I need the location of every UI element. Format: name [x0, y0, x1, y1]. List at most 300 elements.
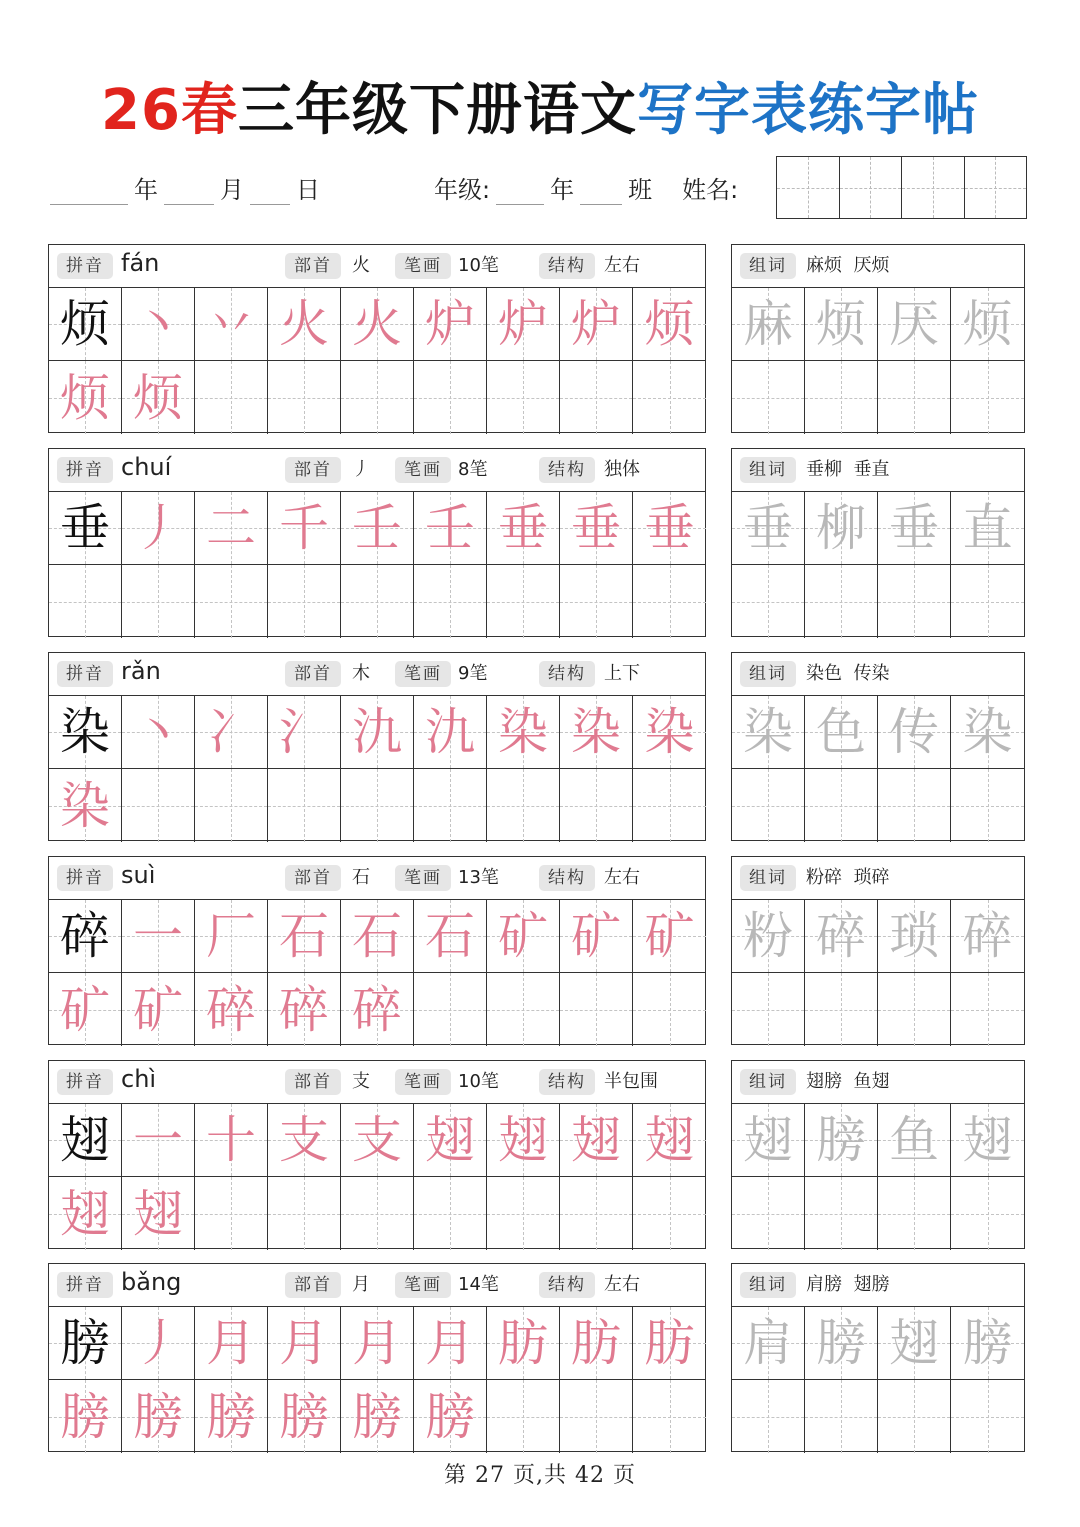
- char-header: [49, 1264, 705, 1307]
- word-header: [732, 1264, 1024, 1307]
- stroke-step: 染: [498, 703, 548, 761]
- stroke-cell[interactable]: [122, 973, 195, 1046]
- stroke-cell[interactable]: [560, 769, 633, 842]
- stroke-cell[interactable]: [195, 1307, 268, 1380]
- stroke-cell[interactable]: [341, 973, 414, 1046]
- stroke-cell[interactable]: [633, 1177, 706, 1250]
- stroke-cell[interactable]: [122, 1380, 195, 1453]
- stroke-cell[interactable]: [341, 288, 414, 361]
- stroke-cell[interactable]: [341, 1307, 414, 1380]
- word-cell[interactable]: [732, 769, 805, 842]
- word-trace-char: 膀: [816, 1314, 866, 1372]
- stroke-step: 石: [279, 907, 329, 965]
- stroke-cell[interactable]: [341, 1104, 414, 1177]
- word-cell[interactable]: [805, 288, 878, 361]
- model-char-cell[interactable]: [49, 1104, 122, 1177]
- stroke-step: 烦: [644, 295, 695, 353]
- stroke-cell[interactable]: [487, 1104, 560, 1177]
- word-trace-char: 碎: [816, 907, 866, 965]
- word-cell[interactable]: [805, 565, 878, 638]
- stroke-cell[interactable]: [560, 1104, 633, 1177]
- word-trace-char: 膀: [816, 1111, 866, 1169]
- stroke-cell[interactable]: [122, 900, 195, 973]
- word-cell[interactable]: [732, 361, 805, 434]
- word-cell[interactable]: [732, 565, 805, 638]
- word-trace-char: 色: [816, 703, 866, 761]
- stroke-cell[interactable]: [633, 492, 706, 565]
- stroke-step: 月: [206, 1314, 256, 1372]
- stroke-cell[interactable]: [487, 361, 560, 434]
- word-cell[interactable]: [732, 900, 805, 973]
- word-cell[interactable]: [951, 1307, 1024, 1380]
- stroke-cell[interactable]: [268, 1104, 341, 1177]
- stroke-cell[interactable]: [195, 1380, 268, 1453]
- stroke-cell[interactable]: [560, 565, 633, 638]
- stroke-cell[interactable]: [49, 361, 122, 434]
- radical-value: 石: [352, 867, 370, 888]
- strokes-value: 10笔: [458, 255, 499, 276]
- word-block-4: [731, 856, 1025, 1045]
- stroke-cell[interactable]: [414, 900, 487, 973]
- stroke-step: 石: [425, 907, 475, 965]
- word-trace-char: 翅: [889, 1314, 939, 1372]
- stroke-step: 碎: [352, 980, 402, 1039]
- stroke-cell[interactable]: [49, 1380, 122, 1453]
- class-label: 班: [628, 176, 653, 204]
- structure-tag: 结构: [539, 1069, 595, 1095]
- stroke-step: 炉: [498, 295, 548, 353]
- char-header: [49, 449, 705, 492]
- stroke-step: 月: [425, 1314, 475, 1372]
- radical-value: 火: [352, 255, 370, 276]
- word-grid: [732, 492, 1024, 638]
- word-cell[interactable]: [805, 1177, 878, 1250]
- stroke-cell[interactable]: [195, 492, 268, 565]
- stroke-cell[interactable]: [487, 288, 560, 361]
- stroke-step: 翅: [498, 1111, 548, 1169]
- strokes-tag: 笔画: [395, 865, 451, 891]
- stroke-cell[interactable]: [341, 565, 414, 638]
- word-cell[interactable]: [951, 973, 1024, 1046]
- word-cell[interactable]: [732, 973, 805, 1046]
- word-cell[interactable]: [732, 1177, 805, 1250]
- stroke-cell[interactable]: [122, 1307, 195, 1380]
- stroke-cell[interactable]: [487, 1380, 560, 1453]
- stroke-cell[interactable]: [268, 900, 341, 973]
- word-cell[interactable]: [805, 973, 878, 1046]
- stroke-step: 支: [279, 1111, 329, 1169]
- stroke-cell[interactable]: [487, 973, 560, 1046]
- stroke-step: 月: [352, 1314, 402, 1372]
- stroke-cell[interactable]: [414, 769, 487, 842]
- words-value: 麻烦 厌烦: [806, 255, 890, 276]
- char-header: [49, 1061, 705, 1104]
- stroke-cell[interactable]: [195, 1177, 268, 1250]
- stroke-step: 矿: [644, 907, 695, 965]
- stroke-cell[interactable]: [414, 973, 487, 1046]
- stroke-step: 炉: [571, 295, 621, 353]
- structure-value: 左右: [604, 1274, 640, 1295]
- words-value: 染色 传染: [806, 663, 890, 684]
- stroke-cell[interactable]: [268, 361, 341, 434]
- word-cell[interactable]: [951, 565, 1024, 638]
- title-part-blue: 写字表练字帖: [636, 78, 979, 143]
- stroke-step: 垂: [498, 499, 548, 557]
- stroke-cell[interactable]: [487, 1177, 560, 1250]
- stroke-cell[interactable]: [122, 1177, 195, 1250]
- stroke-step: 肪: [571, 1314, 621, 1372]
- structure-value: 上下: [604, 663, 640, 684]
- stroke-cell[interactable]: [414, 1380, 487, 1453]
- strokes-value: 9笔: [458, 663, 488, 684]
- word-cell[interactable]: [732, 492, 805, 565]
- stroke-cell[interactable]: [195, 696, 268, 769]
- word-trace-char: 翅: [962, 1111, 1013, 1169]
- title-part-black: 三年级下册语文: [237, 78, 637, 143]
- name-box-cell[interactable]: [840, 157, 903, 218]
- stroke-cell[interactable]: [633, 900, 706, 973]
- stroke-cell[interactable]: [341, 769, 414, 842]
- stroke-step: 矿: [60, 980, 110, 1039]
- month-blank[interactable]: [164, 174, 214, 205]
- stroke-cell[interactable]: [341, 900, 414, 973]
- model-char-cell[interactable]: [49, 900, 122, 973]
- words-tag: 组词: [740, 1069, 796, 1095]
- word-trace-char: 厌: [889, 295, 939, 353]
- pinyin-tag: 拼音: [57, 661, 113, 687]
- stroke-cell[interactable]: [122, 1104, 195, 1177]
- word-cell[interactable]: [951, 769, 1024, 842]
- word-cell[interactable]: [878, 1380, 951, 1453]
- pinyin-tag: 拼音: [57, 1272, 113, 1298]
- grade-blank[interactable]: [496, 174, 544, 205]
- stroke-step: 丶: [133, 703, 183, 761]
- stroke-cell[interactable]: [195, 900, 268, 973]
- name-box-cell[interactable]: [777, 157, 840, 218]
- stroke-cell[interactable]: [195, 565, 268, 638]
- word-grid: [732, 1307, 1024, 1453]
- stroke-step: 碎: [279, 980, 329, 1039]
- stroke-cell[interactable]: [487, 565, 560, 638]
- radical-tag: 部首: [285, 865, 341, 891]
- word-cell[interactable]: [951, 288, 1024, 361]
- word-cell[interactable]: [732, 696, 805, 769]
- stroke-cell[interactable]: [122, 696, 195, 769]
- stroke-cell[interactable]: [122, 769, 195, 842]
- stroke-cell[interactable]: [268, 973, 341, 1046]
- stroke-cell[interactable]: [560, 900, 633, 973]
- strokes-value: 13笔: [458, 867, 499, 888]
- stroke-step: 一: [133, 1111, 183, 1169]
- stroke-grid: [49, 900, 705, 1046]
- word-cell[interactable]: [951, 361, 1024, 434]
- stroke-cell[interactable]: [487, 900, 560, 973]
- word-cell[interactable]: [805, 1380, 878, 1453]
- char-block-4: [48, 856, 706, 1045]
- stroke-cell[interactable]: [195, 288, 268, 361]
- stroke-cell[interactable]: [560, 696, 633, 769]
- word-trace-char: 染: [743, 703, 793, 761]
- stroke-cell[interactable]: [341, 1177, 414, 1250]
- stroke-cell[interactable]: [487, 696, 560, 769]
- word-block-2: [731, 448, 1025, 637]
- char-block-3: [48, 652, 706, 841]
- class-blank[interactable]: [580, 174, 622, 205]
- stroke-step: 火: [279, 295, 329, 353]
- stroke-cell[interactable]: [633, 1380, 706, 1453]
- stroke-grid: [49, 696, 705, 842]
- stroke-cell[interactable]: [633, 361, 706, 434]
- char-header: [49, 653, 705, 696]
- stroke-step: 翅: [60, 1184, 110, 1243]
- stroke-cell[interactable]: [195, 769, 268, 842]
- stroke-cell[interactable]: [49, 565, 122, 638]
- word-trace-char: 垂: [743, 499, 793, 557]
- stroke-step: 一: [133, 907, 183, 965]
- stroke-cell[interactable]: [195, 1104, 268, 1177]
- pinyin-tag: 拼音: [57, 253, 113, 279]
- stroke-cell[interactable]: [560, 288, 633, 361]
- stroke-cell[interactable]: [560, 492, 633, 565]
- word-cell[interactable]: [732, 1104, 805, 1177]
- stroke-step: 丿: [133, 499, 183, 557]
- strokes-tag: 笔画: [395, 661, 451, 687]
- stroke-step: 翅: [644, 1111, 695, 1169]
- stroke-step: 垂: [644, 499, 695, 557]
- word-cell[interactable]: [951, 1177, 1024, 1250]
- structure-tag: 结构: [539, 865, 595, 891]
- stroke-cell[interactable]: [341, 492, 414, 565]
- word-trace-char: 肩: [743, 1314, 793, 1372]
- stroke-cell[interactable]: [487, 492, 560, 565]
- word-cell[interactable]: [878, 900, 951, 973]
- structure-value: 半包围: [604, 1071, 658, 1092]
- stroke-grid: [49, 1104, 705, 1250]
- day-blank[interactable]: [250, 174, 290, 205]
- stroke-step: 翅: [425, 1111, 475, 1169]
- char-header: [49, 245, 705, 288]
- stroke-cell[interactable]: [268, 1177, 341, 1250]
- word-cell[interactable]: [805, 769, 878, 842]
- word-cell[interactable]: [878, 361, 951, 434]
- stroke-cell[interactable]: [122, 492, 195, 565]
- stroke-cell[interactable]: [633, 288, 706, 361]
- stroke-cell[interactable]: [560, 1177, 633, 1250]
- stroke-cell[interactable]: [122, 565, 195, 638]
- model-char-cell[interactable]: [49, 288, 122, 361]
- word-header: [732, 653, 1024, 696]
- char-block-6: [48, 1263, 706, 1452]
- stroke-step: 丶: [133, 295, 183, 353]
- stroke-cell[interactable]: [560, 1307, 633, 1380]
- stroke-step: 碎: [206, 980, 256, 1039]
- words-tag: 组词: [740, 865, 796, 891]
- word-cell[interactable]: [805, 900, 878, 973]
- strokes-value: 10笔: [458, 1071, 499, 1092]
- word-cell[interactable]: [732, 1307, 805, 1380]
- stroke-cell[interactable]: [195, 361, 268, 434]
- stroke-cell[interactable]: [268, 769, 341, 842]
- words-value: 垂柳 垂直: [806, 459, 890, 480]
- word-cell[interactable]: [878, 1104, 951, 1177]
- stroke-cell[interactable]: [633, 973, 706, 1046]
- stroke-cell[interactable]: [268, 1380, 341, 1453]
- stroke-step: 翅: [571, 1111, 621, 1169]
- stroke-cell[interactable]: [414, 361, 487, 434]
- stroke-step: 厂: [206, 907, 256, 965]
- word-trace-char: 染: [962, 703, 1013, 761]
- word-trace-char: 传: [889, 703, 939, 761]
- grade-label: 年级:: [434, 176, 491, 204]
- stroke-cell[interactable]: [122, 288, 195, 361]
- grade-year-label: 年: [550, 176, 575, 204]
- stroke-cell[interactable]: [487, 1307, 560, 1380]
- strokes-tag: 笔画: [395, 1069, 451, 1095]
- stroke-cell[interactable]: [487, 769, 560, 842]
- pinyin-value: bǎng: [121, 1268, 182, 1296]
- word-cell[interactable]: [951, 1104, 1024, 1177]
- word-cell[interactable]: [732, 288, 805, 361]
- word-cell[interactable]: [951, 1380, 1024, 1453]
- stroke-cell[interactable]: [341, 361, 414, 434]
- word-cell[interactable]: [878, 1307, 951, 1380]
- model-char: 碎: [60, 907, 110, 965]
- stroke-cell[interactable]: [414, 492, 487, 565]
- stroke-step: 膀: [279, 1387, 329, 1446]
- pinyin-value: suì: [121, 861, 156, 889]
- word-header: [732, 449, 1024, 492]
- word-cell[interactable]: [732, 1380, 805, 1453]
- stroke-cell[interactable]: [414, 1307, 487, 1380]
- stroke-step: 膀: [425, 1387, 475, 1446]
- word-cell[interactable]: [951, 492, 1024, 565]
- model-char-cell[interactable]: [49, 492, 122, 565]
- word-cell[interactable]: [805, 492, 878, 565]
- stroke-cell[interactable]: [49, 769, 122, 842]
- word-trace-char: 碎: [962, 907, 1013, 965]
- word-cell[interactable]: [951, 900, 1024, 973]
- stroke-cell[interactable]: [195, 973, 268, 1046]
- word-cell[interactable]: [805, 1104, 878, 1177]
- word-cell[interactable]: [878, 973, 951, 1046]
- stroke-cell[interactable]: [560, 973, 633, 1046]
- word-cell[interactable]: [878, 1177, 951, 1250]
- stroke-cell[interactable]: [49, 1177, 122, 1250]
- stroke-step: 烦: [60, 368, 110, 427]
- stroke-step: 石: [352, 907, 402, 965]
- word-header: [732, 1061, 1024, 1104]
- stroke-grid: [49, 1307, 705, 1453]
- stroke-cell[interactable]: [341, 696, 414, 769]
- pinyin-tag: 拼音: [57, 865, 113, 891]
- strokes-value: 8笔: [458, 459, 488, 480]
- word-trace-char: 粉: [743, 907, 793, 965]
- stroke-cell[interactable]: [414, 696, 487, 769]
- word-cell[interactable]: [878, 492, 951, 565]
- stroke-cell[interactable]: [268, 565, 341, 638]
- day-label: 日: [296, 176, 320, 204]
- date-line: [50, 170, 326, 216]
- word-cell[interactable]: [805, 361, 878, 434]
- stroke-cell[interactable]: [633, 565, 706, 638]
- name-box[interactable]: [776, 156, 1027, 219]
- strokes-tag: 笔画: [395, 457, 451, 483]
- stroke-cell[interactable]: [49, 973, 122, 1046]
- word-cell[interactable]: [951, 696, 1024, 769]
- model-char: 膀: [60, 1314, 110, 1372]
- stroke-cell[interactable]: [414, 1104, 487, 1177]
- model-char: 翅: [60, 1111, 110, 1169]
- word-header: [732, 245, 1024, 288]
- model-char-cell[interactable]: [49, 696, 122, 769]
- words-tag: 组词: [740, 457, 796, 483]
- word-trace-char: 翅: [743, 1111, 793, 1169]
- stroke-cell[interactable]: [633, 696, 706, 769]
- stroke-step: 丷: [206, 295, 256, 353]
- stroke-cell[interactable]: [560, 1380, 633, 1453]
- title-part-red: 26春: [101, 78, 238, 143]
- stroke-cell[interactable]: [633, 1104, 706, 1177]
- strokes-tag: 笔画: [395, 253, 451, 279]
- word-cell[interactable]: [878, 565, 951, 638]
- year-blank[interactable]: [50, 174, 128, 205]
- stroke-step: 矿: [133, 980, 183, 1039]
- name-box-cell[interactable]: [902, 157, 965, 218]
- stroke-cell[interactable]: [268, 1307, 341, 1380]
- pinyin-value: rǎn: [121, 657, 161, 685]
- stroke-step: 垂: [571, 499, 621, 557]
- pinyin-tag: 拼音: [57, 457, 113, 483]
- stroke-step: 十: [206, 1111, 256, 1169]
- radical-value: 支: [352, 1071, 370, 1092]
- stroke-cell[interactable]: [560, 361, 633, 434]
- stroke-cell[interactable]: [268, 288, 341, 361]
- stroke-cell[interactable]: [414, 288, 487, 361]
- char-header: [49, 857, 705, 900]
- stroke-cell[interactable]: [414, 565, 487, 638]
- word-cell[interactable]: [878, 769, 951, 842]
- word-cell[interactable]: [878, 696, 951, 769]
- stroke-cell[interactable]: [268, 696, 341, 769]
- stroke-cell[interactable]: [633, 1307, 706, 1380]
- stroke-step: 染: [644, 703, 695, 761]
- stroke-cell[interactable]: [122, 361, 195, 434]
- model-char-cell[interactable]: [49, 1307, 122, 1380]
- stroke-cell[interactable]: [341, 1380, 414, 1453]
- stroke-step: 千: [279, 499, 329, 557]
- char-block-2: [48, 448, 706, 637]
- stroke-step: 染: [571, 703, 621, 761]
- word-trace-char: 烦: [962, 295, 1013, 353]
- word-cell[interactable]: [805, 696, 878, 769]
- stroke-step: 肪: [498, 1314, 548, 1372]
- stroke-step: 染: [60, 776, 110, 835]
- name-box-cell[interactable]: [965, 157, 1027, 218]
- word-trace-char: 鱼: [889, 1111, 939, 1169]
- pinyin-value: chì: [121, 1065, 157, 1093]
- stroke-step: 丿: [133, 1314, 183, 1372]
- stroke-cell[interactable]: [414, 1177, 487, 1250]
- stroke-cell[interactable]: [268, 492, 341, 565]
- stroke-step: 膀: [352, 1387, 402, 1446]
- word-cell[interactable]: [805, 1307, 878, 1380]
- stroke-cell[interactable]: [633, 769, 706, 842]
- char-block-5: [48, 1060, 706, 1249]
- radical-tag: 部首: [285, 1069, 341, 1095]
- structure-value: 左右: [604, 867, 640, 888]
- word-cell[interactable]: [878, 288, 951, 361]
- stroke-step: 冫: [206, 703, 256, 761]
